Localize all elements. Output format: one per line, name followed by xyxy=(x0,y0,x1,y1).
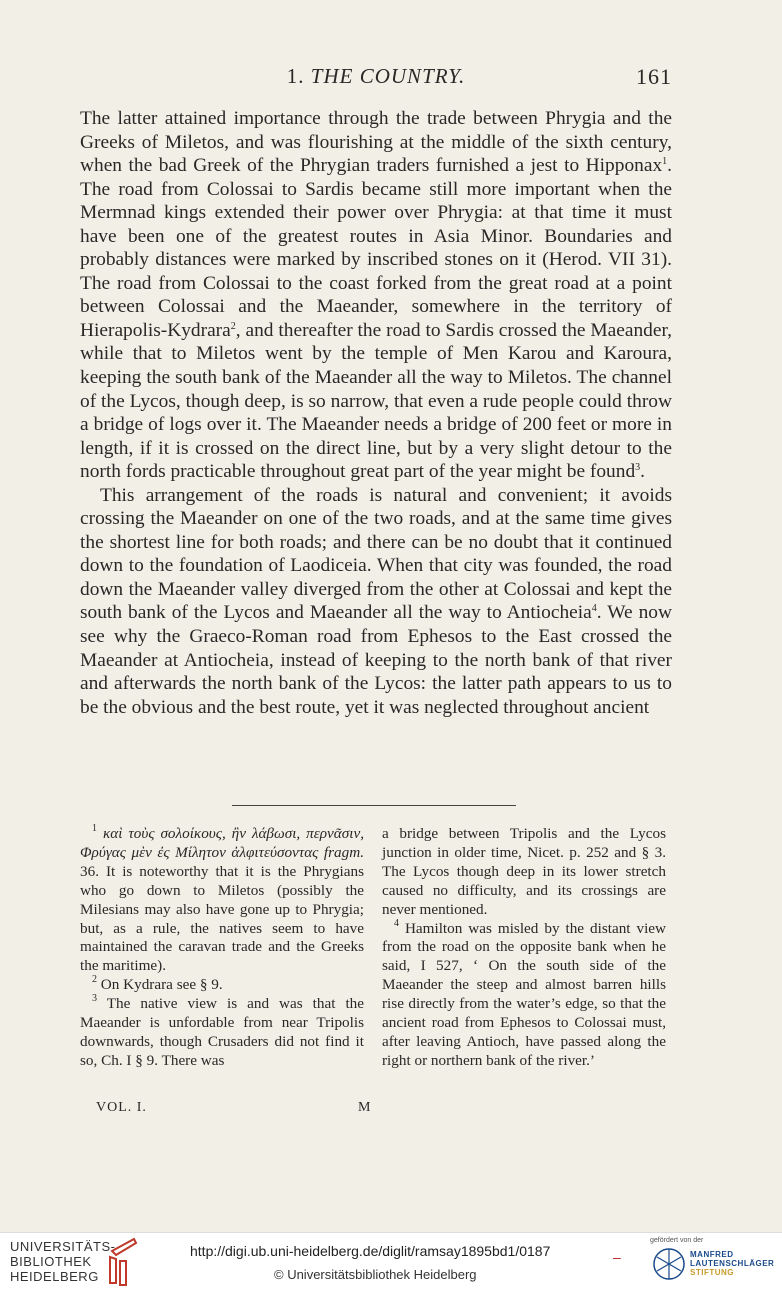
footnote-ref-1: 1 xyxy=(662,156,668,168)
signature-mark: M xyxy=(358,1100,372,1115)
volume-label: VOL. I. xyxy=(96,1100,147,1115)
footnote-3 xyxy=(80,995,364,1071)
footnote-ref-4: 4 xyxy=(591,603,597,615)
page-number: 161 xyxy=(636,64,672,89)
footnote-column-right xyxy=(382,825,666,1071)
running-header xyxy=(80,64,672,94)
footnote-ref-3: 3 xyxy=(635,462,641,474)
library-emblem-icon xyxy=(106,1237,142,1287)
chapter-title: THE COUNTRY. xyxy=(310,64,466,88)
chapter-heading xyxy=(80,64,672,89)
permalink-url[interactable]: http://digi.ub.uni-heidelberg.de/diglit/ramsay1895bd1/0187 xyxy=(190,1243,551,1259)
logo-line: UNIVERSITÄTS- xyxy=(10,1239,116,1254)
logo-line: HEIDELBERG xyxy=(10,1269,99,1284)
logo-line: BIBLIOTHEK xyxy=(10,1254,92,1269)
foundation-line: LAUTENSCHLÄGER xyxy=(690,1259,775,1268)
university-library-logo[interactable] xyxy=(10,1239,115,1284)
text-run: . The road from Colossai to Sardis became still more important when the Mermnad kings extended their power over Phrygia: at that time it must have been one of the greatest routes in Asia Minor. Boundaries and probably distances were marked by inscribed stones on it (Herod. VII 31). The road from Colossai to the coast forked from the great road at a point between Colossai and the Maeander, somewhere in the territory of Hierapolis-Kydrara xyxy=(80,155,672,341)
foundation-name[interactable] xyxy=(690,1250,774,1277)
viewer-footer xyxy=(0,1232,782,1291)
main-text xyxy=(80,107,672,719)
printer-signature xyxy=(96,1100,396,1116)
chapter-number: 1. xyxy=(286,64,305,88)
greek-quote: καὶ τοὺς σολοίκους, ἢν λάβωσι, περνᾶσιν, Φρύγας μὲν ἐς Μίλητον ἀλφιτεύσοντας xyxy=(80,825,364,861)
text-run: fragm. xyxy=(323,843,365,861)
footnote-4 xyxy=(382,917,667,1071)
separator-dash: – xyxy=(613,1249,621,1265)
footnote-divider xyxy=(232,805,516,806)
foundation-line: STIFTUNG xyxy=(690,1268,734,1277)
text-run: 36. It is noteworthy that it is the Phrygians who go down to Miletos (possibly the Milesians may also have gone up to Phrygia; but, as a rule, the natives seem to have maintained the caravan trade and the Greeks the maritime). xyxy=(80,862,364,975)
text-run: . We now see why the Graeco-Roman road from Ephesos to the East crossed the Maeander at Antiocheia, instead of keeping to the north bank of that river and afterwards the north bank of the Lycos: the latter path appears to us to be the obvious and the best route, yet it was neglected throughout ancient xyxy=(80,602,672,718)
text-run: . xyxy=(640,461,646,483)
footnote-2 xyxy=(80,976,364,995)
text-run: , and thereafter the road to Sardis crossed the Maeander, while that to Miletos went by the temple of Men Karou and Karoura, keeping the south bank of the Maeander all the way to Miletos. The channel of the Lycos, though deep, is so narrow, that even a rude people could throw a bridge of logs over it. The Maeander needs a bridge of 200 feet or more in length, if it is crossed on the direct line, but by a very slight detour to the north fords practicable throughout great part of the year might be found xyxy=(80,319,672,483)
copyright-notice: © Universitätsbibliothek Heidelberg xyxy=(274,1267,477,1282)
footnote-ref-2: 2 xyxy=(230,320,236,332)
paragraph-1 xyxy=(80,107,672,484)
footnote-1 xyxy=(80,825,364,976)
text-run: The native view is and was that the Maeander is unfordable from near Tripolis downwards, though Crusaders did not find it so, Ch. I § 9. There was xyxy=(80,995,364,1069)
text-run: Hamilton was misled by the distant view from the road on the opposite bank when he said, I 527, ‘ On the south side of the Maeander the steep and almost barren hills rise directly from the water’s edge, so that the ancient road from Ephesos to Colossai must, after leaving Antioch, have passed along the right or northern bank of the river.’ xyxy=(382,919,667,1069)
footnote-column-left xyxy=(80,825,364,1071)
foundation-logo-icon xyxy=(652,1247,686,1281)
footnote-number: 2 xyxy=(92,974,97,986)
foundation-line: MANFRED xyxy=(690,1250,734,1259)
text-run: This arrangement of the roads is natural and convenient; it avoids crossing the Maeander on one of the two roads, and at the same time gives the shortest line for both roads; and there can be no doubt that it continued down to the foundation of Laodiceia. When that city was founded, the road down the Maeander valley diverged from the other at Colossai and kept the south bank of the Lycos and Maeander all the way to Antiocheia xyxy=(80,484,672,624)
footnote-number: 3 xyxy=(92,993,97,1005)
footnote-number: 4 xyxy=(394,917,399,929)
footnote-3-continued: a bridge between Tripolis and the Lycos junction in older time, Nicet. p. 252 and § 3. The Lycos though deep in its lower stretch caused no difficulty, and its crossings are never mentioned. xyxy=(382,825,666,918)
paragraph-2 xyxy=(80,484,672,719)
text-run: The latter attained importance through the trade between Phrygia and the Greeks of Miletos, and was flourishing at the middle of the sixth century, when the bad Greek of the Phrygian traders furnished a jest to Hipponax xyxy=(80,108,672,177)
funded-by-label: gefördert von der xyxy=(650,1237,704,1244)
text-run: On Kydrara see § 9. xyxy=(100,976,223,994)
footnote-number: 1 xyxy=(92,823,97,834)
